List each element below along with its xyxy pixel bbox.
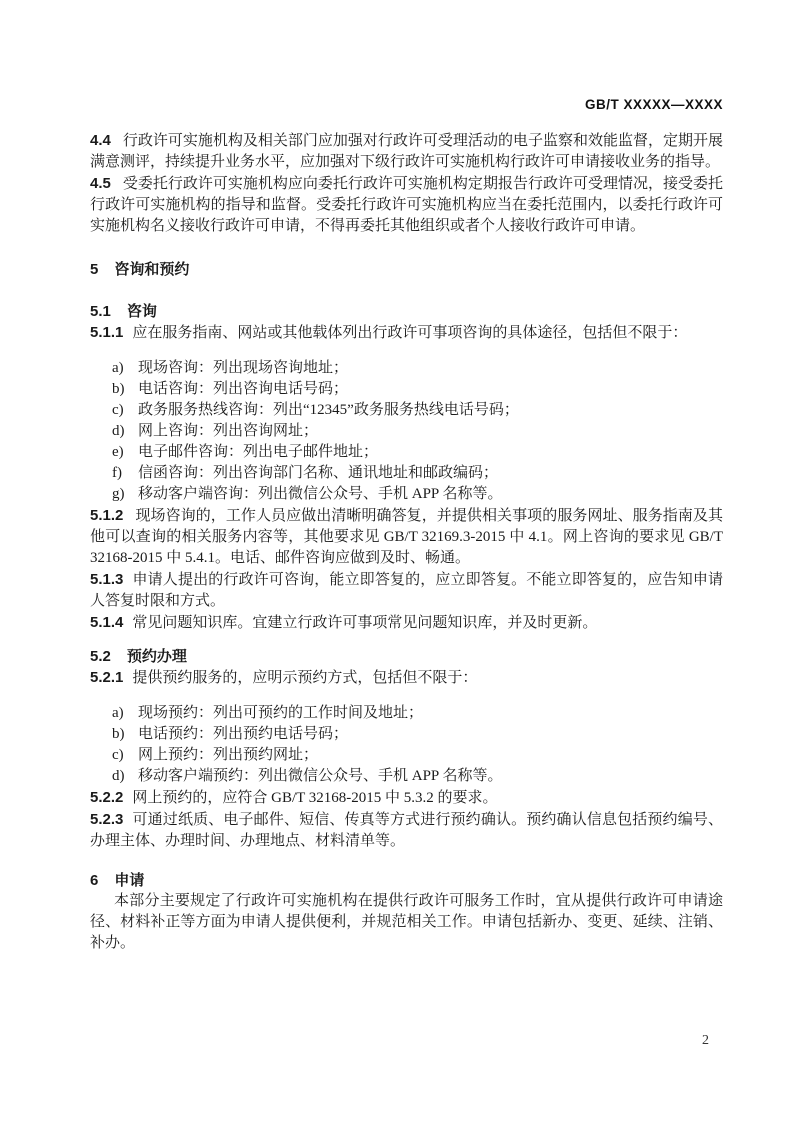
clause-4-5-number: 4.5 — [90, 175, 111, 192]
list-item-text: 电话预约：列出预约电话号码； — [138, 726, 349, 742]
list-item-letter: e) — [112, 444, 124, 460]
clause-5-2-2 — [90, 787, 723, 809]
clause-4-5-text: 受委托行政许可实施机构应向委托行政许可实施机构定期报告行政许可受理情况，接受委托行政许可实施机构的指导和监督。受委托行政许可实施机构应当在委托范围内，以委托行政许可实施机构名义接收行政许可申请，不得再委托其他组织或者个人接收行政许可申请。 — [90, 176, 723, 234]
list-item-letter: f) — [112, 465, 122, 481]
page-number: 2 — [702, 1033, 709, 1048]
list-item-letter-consultation — [112, 463, 723, 484]
list-item-text: 现场咨询：列出现场咨询地址； — [138, 360, 349, 376]
heading-5-2-number: 5.2 — [90, 648, 111, 665]
clause-5-2-2-number: 5.2.2 — [90, 789, 124, 806]
clause-5-2-3-number: 5.2.3 — [90, 811, 124, 828]
list-item-mobile-reservation — [112, 766, 723, 787]
clause-5-1-4 — [90, 612, 723, 634]
list-item-letter: d) — [112, 768, 125, 784]
list-item-letter: b) — [112, 381, 125, 397]
heading-5-consultation-and-reservation — [90, 259, 723, 280]
list-item-letter: g) — [112, 486, 125, 502]
section-6-intro-text: 本部分主要规定了行政许可实施机构在提供行政许可服务工作时，宜从提供行政许可申请途径、材料补正等方面为申请人提供便利，并规范相关工作。申请包括新办、变更、延续、注销、补办。 — [90, 893, 723, 951]
list-item-text: 移动客户端咨询：列出微信公众号、手机 APP 名称等。 — [138, 486, 503, 502]
list-item-mobile-consultation — [112, 484, 723, 505]
list-item-online-reservation — [112, 745, 723, 766]
heading-5-1-consultation — [90, 301, 723, 322]
clause-5-1-3 — [90, 569, 723, 612]
list-item-phone-consultation — [112, 379, 723, 400]
clause-5-2-1 — [90, 667, 723, 689]
heading-6-number: 6 — [90, 872, 99, 889]
clause-5-1-4-text: 常见问题知识库。宜建立行政许可事项常见问题知识库，并及时更新。 — [132, 615, 598, 631]
list-item-text: 信函咨询：列出咨询部门名称、通讯地址和邮政编码； — [138, 465, 499, 481]
list-item-onsite-reservation — [112, 703, 723, 724]
clause-5-1-2-text: 现场咨询的，工作人员应做出清晰明确答复，并提供相关事项的服务网址、服务指南及其他可以查询的相关服务内容等，其他要求见 GB/T 32169.3-2015 中 4.1。网上咨询的要求见 GB/T 32168-2015 中 5.4.1。电话、邮件咨询应做到及时、畅通。 — [90, 508, 723, 566]
heading-6-title: 申请 — [114, 872, 145, 889]
section-6-intro-paragraph — [90, 891, 723, 954]
list-item-text: 政务服务热线咨询：列出“12345”政务服务热线电话号码； — [138, 402, 519, 418]
heading-5-title: 咨询和预约 — [114, 261, 190, 278]
clause-5-1-1-text: 应在服务指南、网站或其他载体列出行政许可事项咨询的具体途径，包括但不限于： — [132, 325, 688, 341]
clause-5-2-3 — [90, 809, 723, 852]
list-item-text: 网上预约：列出预约网址； — [138, 747, 319, 763]
clause-5-1-3-text: 申请人提出的行政许可咨询，能立即答复的，应立即答复。不能立即答复的，应告知申请人答复时限和方式。 — [90, 572, 723, 609]
list-item-letter: d) — [112, 423, 125, 439]
list-item-onsite-consultation — [112, 358, 723, 379]
list-item-letter: c) — [112, 402, 124, 418]
clause-4-4 — [90, 130, 723, 173]
heading-5-2-reservation-handling — [90, 646, 723, 667]
list-item-text: 电子邮件咨询：列出电子邮件地址； — [138, 444, 379, 460]
consultation-channels-list — [90, 358, 723, 505]
standard-code-header: GB/T XXXXX—XXXX — [584, 97, 723, 112]
clause-5-2-1-text: 提供预约服务的，应明示预约方式，包括但不限于： — [132, 670, 478, 686]
list-item-email-consultation — [112, 442, 723, 463]
document-content — [90, 130, 723, 954]
heading-5-2-title: 预约办理 — [126, 648, 187, 665]
clause-4-4-text: 行政许可实施机构及相关部门应加强对行政许可受理活动的电子监察和效能监督，定期开展满意测评，持续提升业务水平，应加强对下级行政许可实施机构行政许可申请接收业务的指导。 — [90, 133, 723, 170]
reservation-channels-list — [90, 703, 723, 787]
list-item-text: 电话咨询：列出咨询电话号码； — [138, 381, 349, 397]
heading-6-application — [90, 870, 723, 891]
list-item-letter: b) — [112, 726, 125, 742]
clause-5-1-1-number: 5.1.1 — [90, 324, 124, 341]
list-item-text: 现场预约：列出可预约的工作时间及地址； — [138, 705, 424, 721]
clause-5-2-1-number: 5.2.1 — [90, 669, 124, 686]
list-item-letter: a) — [112, 360, 124, 376]
clause-5-2-2-text: 网上预约的，应符合 GB/T 32168-2015 中 5.3.2 的要求。 — [132, 790, 498, 806]
clause-4-5 — [90, 173, 723, 237]
clause-4-4-number: 4.4 — [90, 132, 111, 149]
clause-5-1-3-number: 5.1.3 — [90, 571, 124, 588]
clause-5-1-4-number: 5.1.4 — [90, 614, 124, 631]
list-item-letter: a) — [112, 705, 124, 721]
list-item-text: 移动客户端预约：列出微信公众号、手机 APP 名称等。 — [138, 768, 503, 784]
list-item-hotline-consultation — [112, 400, 723, 421]
list-item-letter: c) — [112, 747, 124, 763]
clause-5-1-2-number: 5.1.2 — [90, 507, 124, 524]
heading-5-number: 5 — [90, 261, 99, 278]
clause-5-1-1 — [90, 322, 723, 344]
list-item-phone-reservation — [112, 724, 723, 745]
clause-5-1-2 — [90, 505, 723, 569]
clause-5-2-3-text: 可通过纸质、电子邮件、短信、传真等方式进行预约确认。预约确认信息包括预约编号、办理主体、办理时间、办理地点、材料清单等。 — [90, 812, 723, 849]
list-item-text: 网上咨询：列出咨询网址； — [138, 423, 319, 439]
heading-5-1-number: 5.1 — [90, 303, 111, 320]
heading-5-1-title: 咨询 — [126, 303, 157, 320]
list-item-online-consultation — [112, 421, 723, 442]
